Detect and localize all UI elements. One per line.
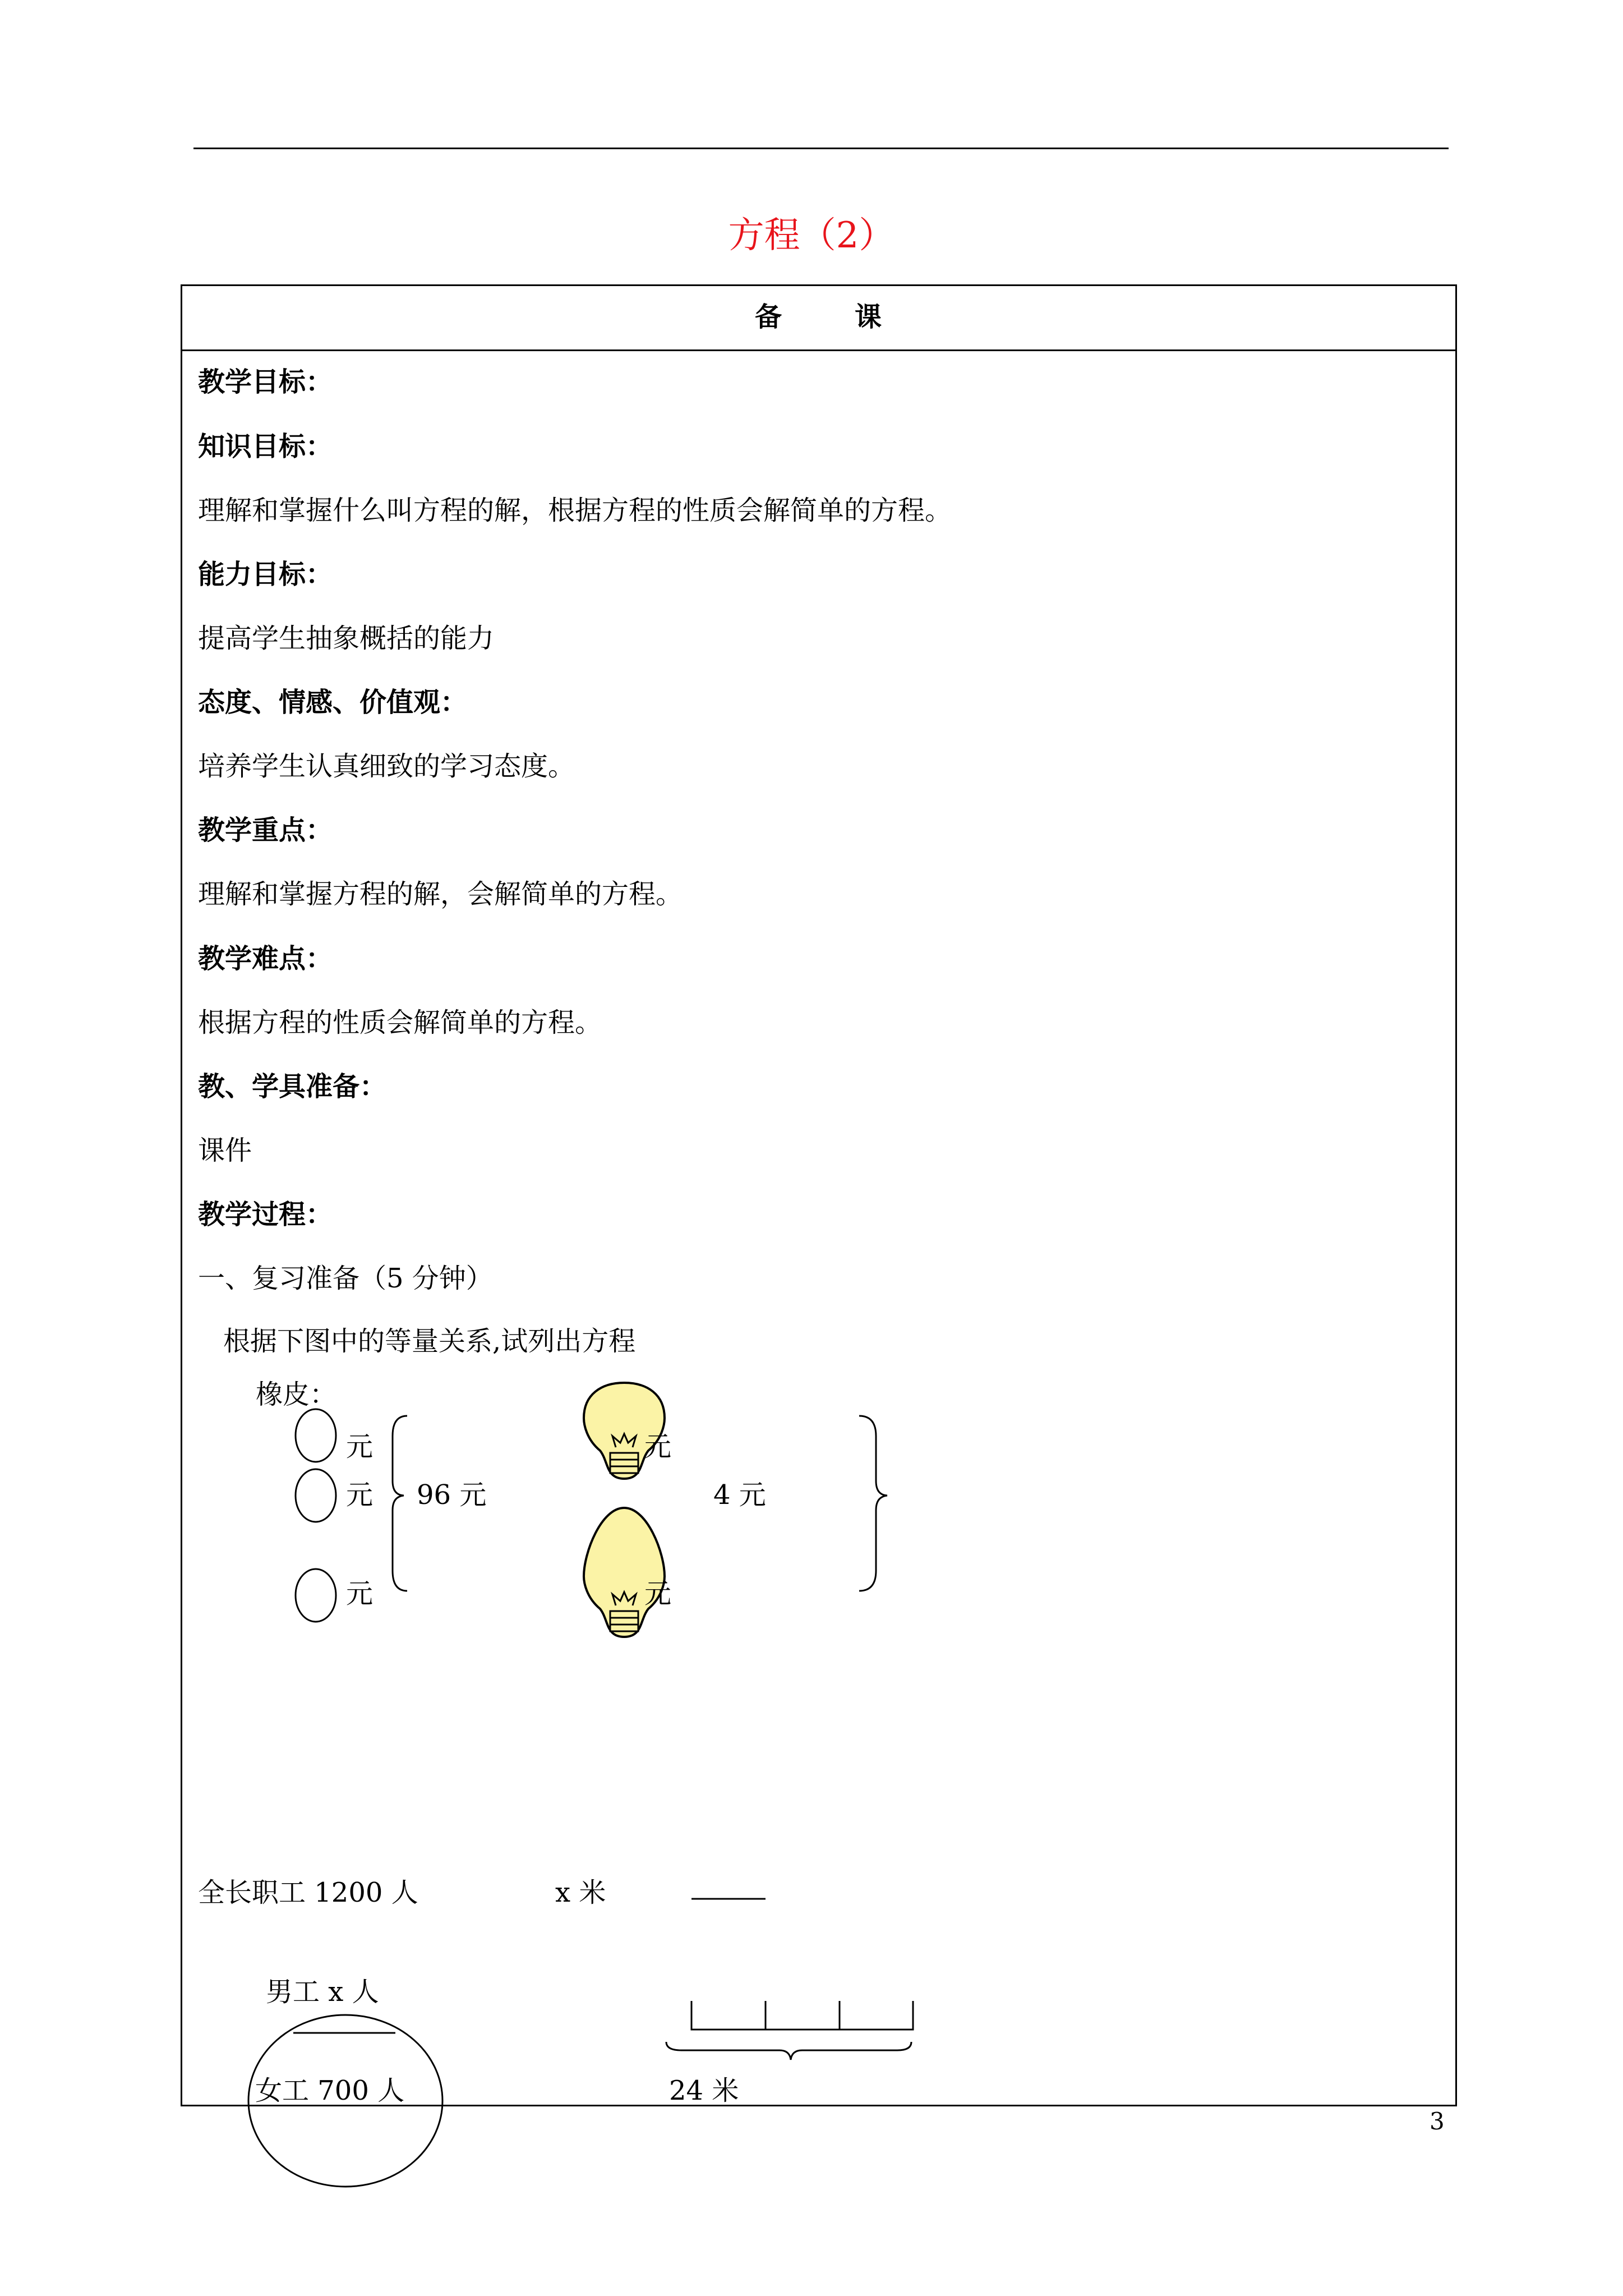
table-header-right: 课 [855,301,883,333]
ability-heading: 能力目标： [198,559,333,590]
staff-total: 全长职工 1200 人 [198,1877,418,1908]
x-meter-label: x 米 [555,1877,606,1908]
eraser-oval-1 [296,1409,336,1462]
eraser-label: 橡皮： [256,1379,337,1410]
eraser-yuan-2: 元 [346,1479,374,1511]
bulb-total: 4 元 [713,1479,766,1511]
prep-heading: 教、学具准备： [198,1071,387,1102]
total-length-label: 24 米 [669,2075,739,2106]
difficulty-heading: 教学难点： [198,943,333,974]
attitude-heading: 态度、情感、价值观： [198,687,468,718]
knowledge-text: 理解和掌握什么叫方程的解，根据方程的性质会解简单的方程。 [198,495,952,526]
eraser-yuan-1: 元 [346,1431,374,1462]
eraser-total: 96 元 [417,1479,487,1511]
table-header-left: 备 [754,301,783,333]
segment-bar [691,2001,913,2030]
page-title: 方程（2） [728,215,895,256]
female-staff: 女工 700 人 [255,2075,405,2106]
eraser-oval-3 [296,1569,336,1622]
instruction-text: 根据下图中的等量关系,试列出方程 [223,1326,636,1357]
objectives-heading: 教学目标： [198,366,333,398]
right-brace-icon [859,1416,887,1591]
process-heading: 教学过程： [198,1199,333,1230]
bulb-yuan-1: 元 [644,1431,672,1462]
key-heading: 教学重点： [198,815,333,846]
step1-text: 一、复习准备（5 分钟） [198,1263,493,1294]
key-text: 理解和掌握方程的解，会解简单的方程。 [198,878,683,910]
attitude-text: 培养学生认真细致的学习态度。 [198,751,575,782]
prep-text: 课件 [198,1135,252,1166]
bulb-yuan-2: 元 [644,1578,672,1609]
eraser-yuan-3: 元 [346,1578,374,1609]
bottom-brace-icon [666,2042,911,2060]
page-number: 3 [1430,2108,1445,2135]
eraser-oval-2 [296,1469,336,1522]
knowledge-heading: 知识目标： [198,431,333,462]
difficulty-text: 根据方程的性质会解简单的方程。 [198,1007,602,1038]
left-brace-icon [393,1416,407,1591]
light-bulb-icon-2 [584,1508,665,1637]
ability-text: 提高学生抽象概括的能力 [198,623,495,654]
male-staff: 男工 x 人 [266,1976,379,2008]
